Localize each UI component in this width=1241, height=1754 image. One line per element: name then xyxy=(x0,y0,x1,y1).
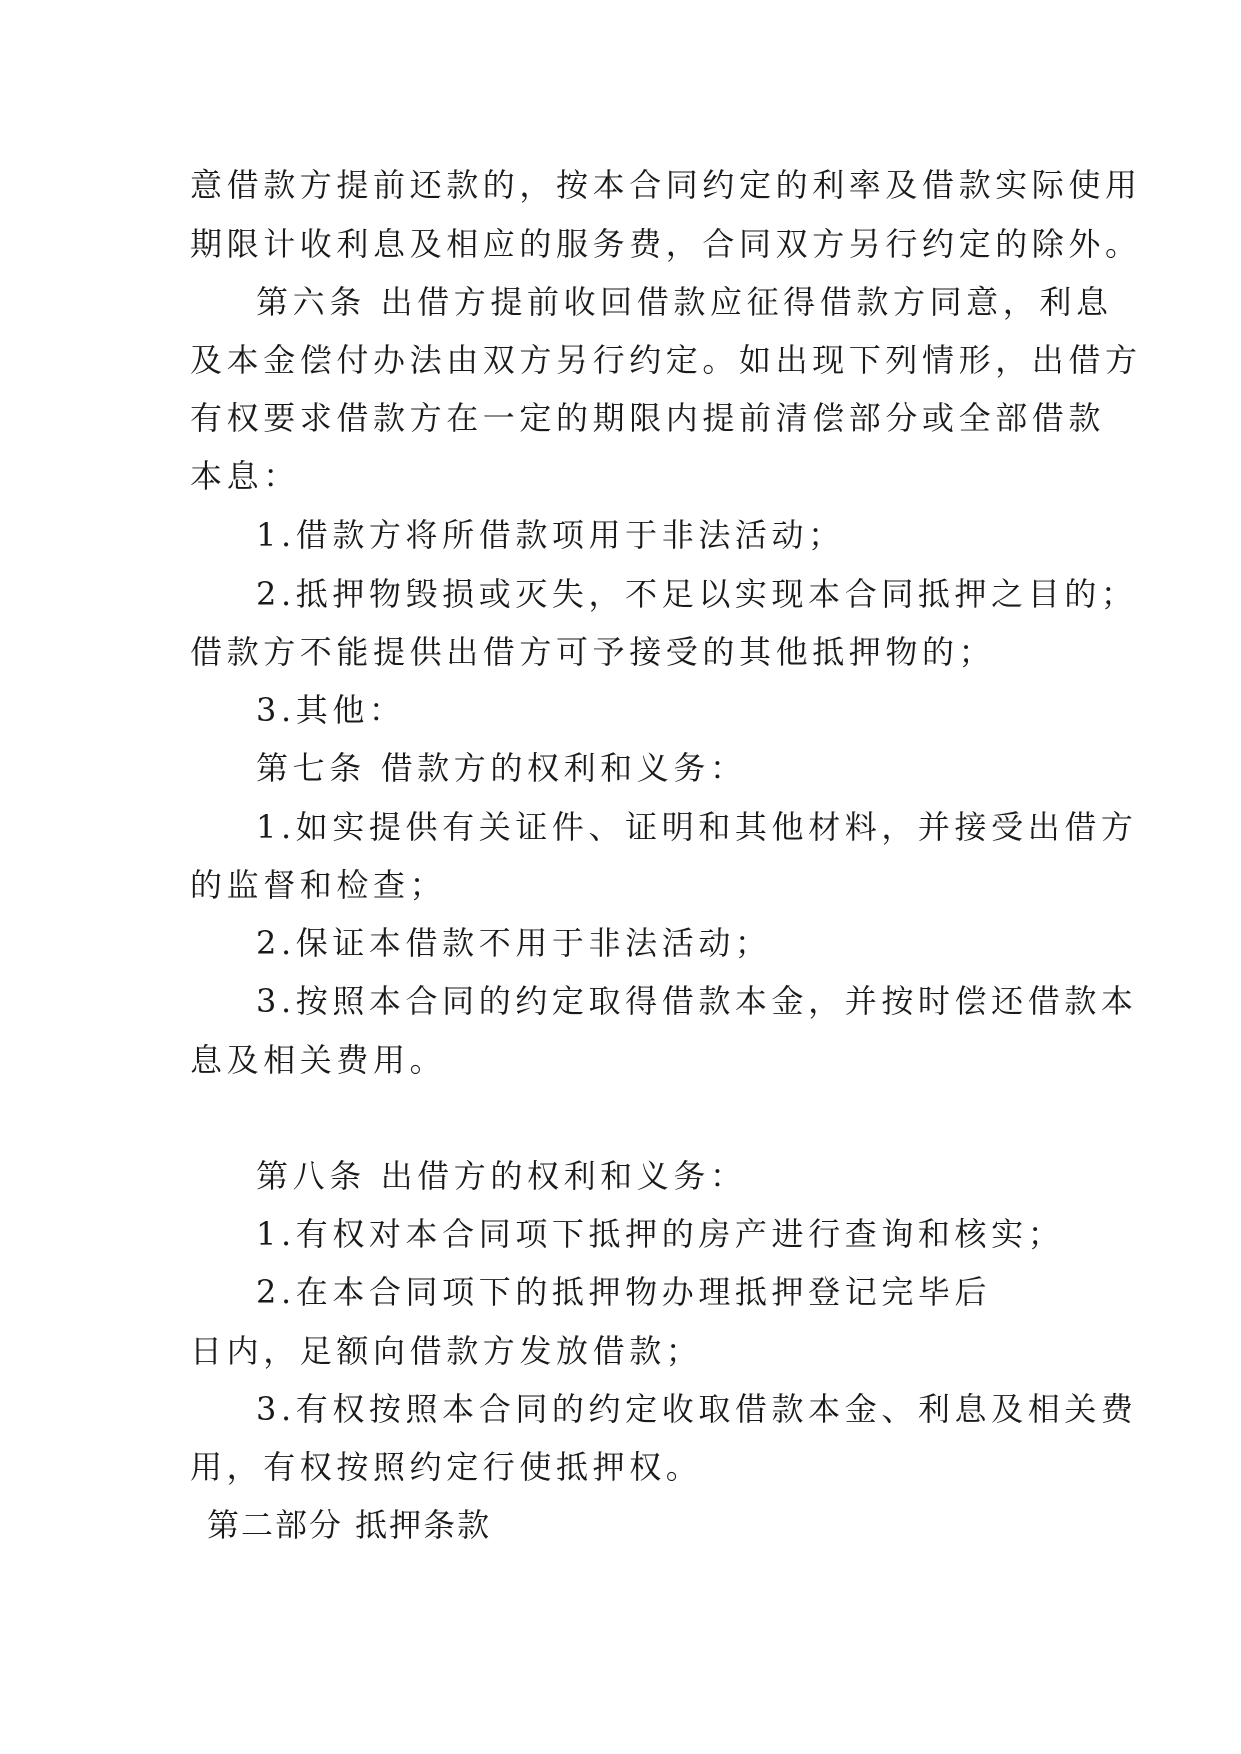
text-line: 本息： xyxy=(190,457,300,495)
list-item: 3.其他： xyxy=(256,691,406,729)
text-line: 日内，足额向借款方发放借款； xyxy=(190,1332,703,1370)
text-line: 意借款方提前还款的，按本合同约定的利率及借款实际使用 xyxy=(190,166,1142,204)
list-item: 1.借款方将所借款项用于非法活动； xyxy=(256,516,845,554)
article-6-heading: 第六条 出借方提前收回借款应征得借款方同意，利息 xyxy=(256,283,1113,321)
text-line: 及本金偿付办法由双方另行约定。如出现下列情形，出借方 xyxy=(190,341,1142,379)
list-item: 3.按照本合同的约定取得借款本金，并按时偿还借款本 xyxy=(256,982,1138,1020)
list-item: 3.有权按照本合同的约定收取借款本金、利息及相关费 xyxy=(256,1390,1138,1428)
article-7-heading: 第七条 借款方的权利和义务： xyxy=(256,749,747,787)
text-line: 借款方不能提供出借方可予接受的其他抵押物的； xyxy=(190,633,996,671)
text-line: 息及相关费用。 xyxy=(190,1041,447,1079)
article-8-heading: 第八条 出借方的权利和义务： xyxy=(256,1157,747,1195)
list-item: 2.保证本借款不用于非法活动； xyxy=(256,924,772,962)
text-line: 的监督和检查； xyxy=(190,866,447,904)
list-item: 1.如实提供有关证件、证明和其他材料，并接受出借方 xyxy=(256,808,1138,846)
text-line: 用，有权按照约定行使抵押权。 xyxy=(190,1448,703,1486)
list-item: 2.在本合同项下的抵押物办理抵押登记完毕后 xyxy=(256,1273,992,1311)
part-2-heading: 第二部分 抵押条款 xyxy=(207,1506,492,1544)
text-line: 期限计收利息及相应的服务费，合同双方另行约定的除外。 xyxy=(190,225,1142,263)
list-item: 2.抵押物毁损或灭失，不足以实现本合同抵押之目的； xyxy=(256,575,1138,613)
text-line: 有权要求借款方在一定的期限内提前清偿部分或全部借款 xyxy=(190,399,1106,437)
list-item: 1.有权对本合同项下抵押的房产进行查询和核实； xyxy=(256,1215,1065,1253)
